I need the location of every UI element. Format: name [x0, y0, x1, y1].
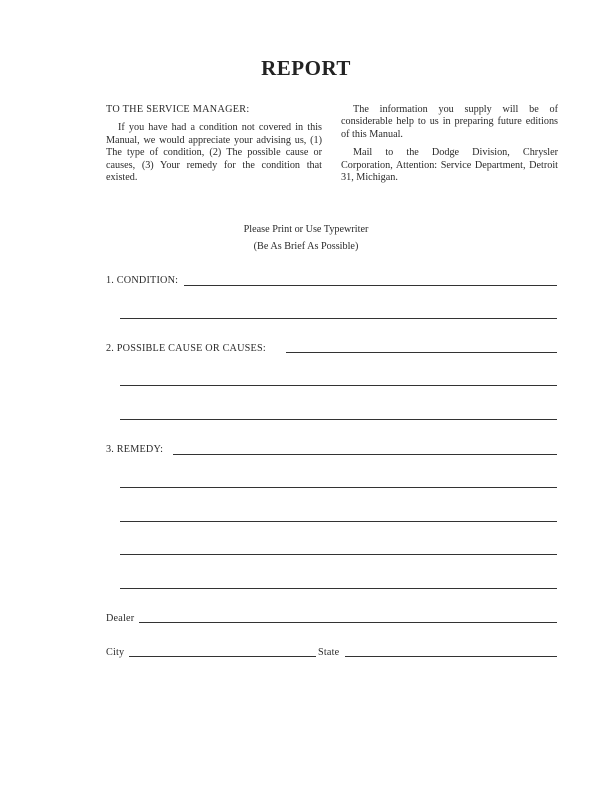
intro-left-paragraph: If you have had a condition not covered in this Manual, we would appreciate your advising us, (1) The type of condition, (2) The possible cause or causes, (3) Your remedy for the condition that existed.	[106, 122, 322, 184]
remedy-line-2[interactable]	[120, 487, 557, 488]
remedy-line-4[interactable]	[120, 554, 557, 555]
remedy-label: 3. REMEDY:	[106, 444, 164, 455]
report-title: REPORT	[261, 56, 351, 80]
causes-line-3[interactable]	[120, 419, 557, 420]
intro-left-column	[106, 104, 322, 184]
causes-label: 2. POSSIBLE CAUSE OR CAUSES:	[106, 343, 266, 354]
dealer-line[interactable]	[139, 622, 557, 623]
intro-heading: TO THE SERVICE MANAGER:	[106, 104, 250, 115]
condition-line-2[interactable]	[120, 318, 557, 319]
print-instruction: Please Print or Use Typewriter	[243, 224, 369, 235]
remedy-line-1[interactable]	[173, 454, 557, 455]
causes-line-2[interactable]	[120, 385, 557, 386]
city-label: City	[106, 647, 125, 658]
remedy-line-3[interactable]	[120, 521, 557, 522]
state-line[interactable]	[345, 656, 557, 657]
state-label: State	[318, 647, 340, 658]
city-line[interactable]	[129, 656, 316, 657]
intro-right-column	[341, 104, 558, 184]
dealer-label: Dealer	[106, 613, 135, 624]
causes-line-1[interactable]	[286, 352, 557, 353]
condition-line-1[interactable]	[184, 285, 557, 286]
intro-right-paragraph-1: The information you supply will be of considerable help to us in preparing future editions of this Manual.	[341, 104, 558, 140]
remedy-line-5[interactable]	[120, 588, 557, 589]
condition-label: 1. CONDITION:	[106, 275, 179, 286]
intro-right-paragraph-2: Mail to the Dodge Division, Chrysler Corporation, Attention: Service Department, Detroit 31, Michigan.	[341, 147, 558, 184]
brevity-instruction: (Be As Brief As Possible)	[253, 241, 359, 252]
